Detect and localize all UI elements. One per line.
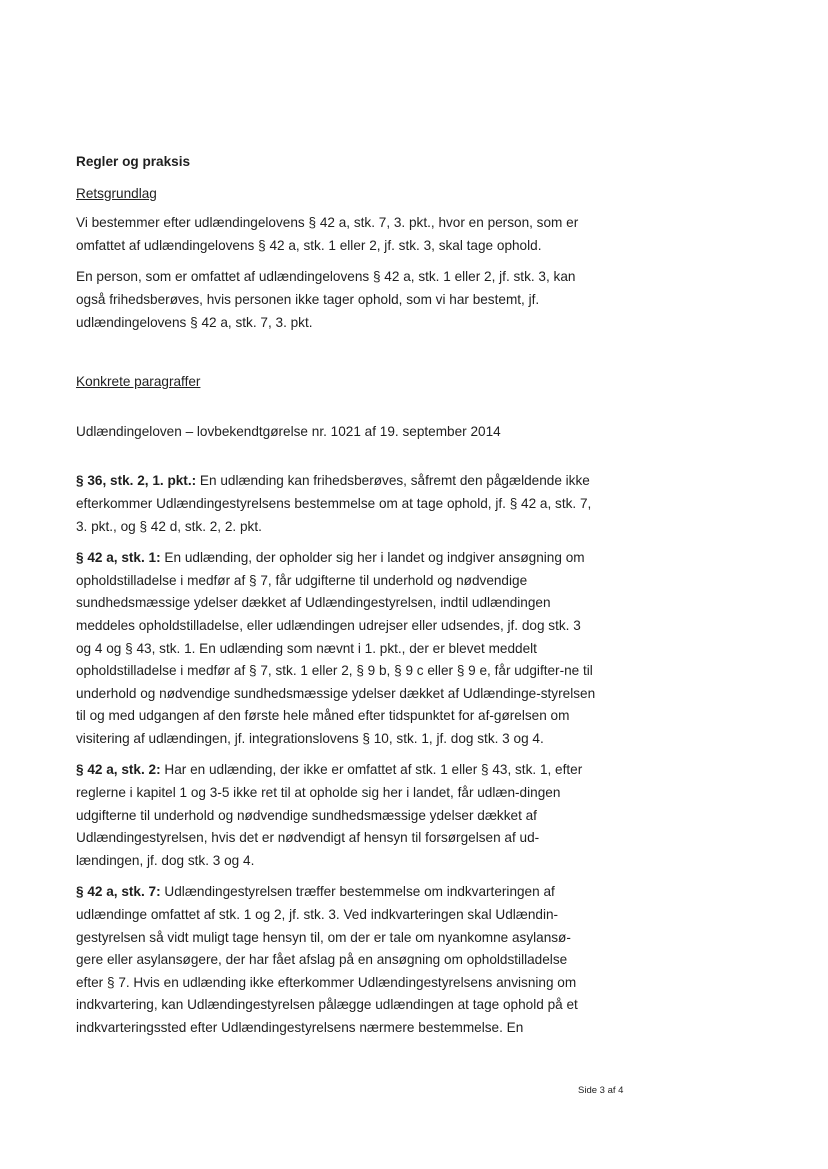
provision-reference: § 42 a, stk. 7: xyxy=(76,884,161,900)
law-provision xyxy=(76,547,596,750)
page-number: Side 3 af 4 xyxy=(578,1085,624,1096)
section-heading: Regler og praksis xyxy=(76,154,191,169)
paragraph: Vi bestemmer efter udlændingelovens § 42 a, stk. 7, 3. pkt., hvor en person, som er omfattet af udlændingelovens § 42 a, stk. 1 eller 2, jf. stk. 3, skal tage ophold. xyxy=(76,215,579,253)
provision-reference: § 42 a, stk. 2: xyxy=(76,762,161,778)
provision-text: En udlænding kan frihedsberøves, såfremt den pågældende ikke efterkommer Udlændingestyrelsens bestemmelse om at tage ophold, jf. § 42 a, stk. 7, 3. pkt., og § 42 d, stk. 2, 2. pkt. xyxy=(76,473,592,534)
provision-reference: § 36, stk. 2, 1. pkt.: xyxy=(76,473,197,489)
law-provision xyxy=(76,470,596,538)
subheading-retsgrundlag: Retsgrundlag xyxy=(76,185,157,201)
provision-text: Har en udlænding, der ikke er omfattet af stk. 1 eller § 43, stk. 1, efter reglerne i kapitel 1 og 3-5 ikke ret til at opholde sig her i landet, får udlæn-dingen udgifterne til underhold og nødvendige sundhedsmæssige ydelser dækket af Udlændingestyrelsen, hvis det er nødvendigt af hensyn til forsørgelsen af ud-lændingen, jf. dog stk. 3 og 4. xyxy=(76,762,583,868)
provision-reference: § 42 a, stk. 1: xyxy=(76,550,161,566)
provision-text: En udlænding, der opholder sig her i landet og indgiver ansøgning om opholdstilladelse i medfør af § 7, får udgifterne til underhold og nødvendige sundhedsmæssige ydelser dækket af Udlændingestyrelsen, indtil udlændingen meddeles opholdstilladelse, eller udlændingen udrejser eller udsendes, jf. dog stk. 3 og 4 og § 43, stk. 1. En udlænding som nævnt i 1. pkt., der er blevet meddelt opholdstilladelse i medfør af § 7, stk. 1 eller 2, § 9 b, § 9 c eller § 9 e, får udgifter-ne til underhold og nødvendige sundhedsmæssige ydelser dækket af Udlændinge-styrelsen til og med udgangen af den første hele måned efter tidspunktet for af-gørelsen om visitering af udlændingen, jf. integrationslovens § 10, stk. 1, jf. dog stk. 3 og 4. xyxy=(76,550,596,746)
paragraph: En person, som er omfattet af udlændingelovens § 42 a, stk. 1 eller 2, jf. stk. 3, kan også frihedsberøves, hvis personen ikke tager ophold, som vi har bestemt, jf. udlændingelovens § 42 a, stk. 7, 3. pkt. xyxy=(76,269,576,330)
subheading-konkrete-paragraffer: Konkrete paragraffer xyxy=(76,374,201,390)
provision-text: Udlændingestyrelsen træffer bestemmelse om indkvarteringen af udlændinge omfattet af stk. 1 og 2, jf. stk. 3. Ved indkvarteringen skal Udlændin-gestyrelsen så vidt muligt tage hensyn til, om der er tale om nyankomne asylansø-gere eller asylansøgere, der har fået afslag på en ansøgning om opholdstilladelse efter § 7. Hvis en udlænding ikke efterkommer Udlændingestyrelsens anvisning om indkvartering, kan Udlændingestyrelsen pålægge udlændingen at tage ophold på et indkvarteringssted efter Udlændingestyrelsens nærmere bestemmelse. En xyxy=(76,884,578,1035)
law-provision xyxy=(76,759,596,872)
law-title: Udlændingeloven – lovbekendtgørelse nr. 1021 af 19. september 2014 xyxy=(76,423,501,439)
document-body xyxy=(76,151,596,1049)
law-provision xyxy=(76,881,596,1039)
